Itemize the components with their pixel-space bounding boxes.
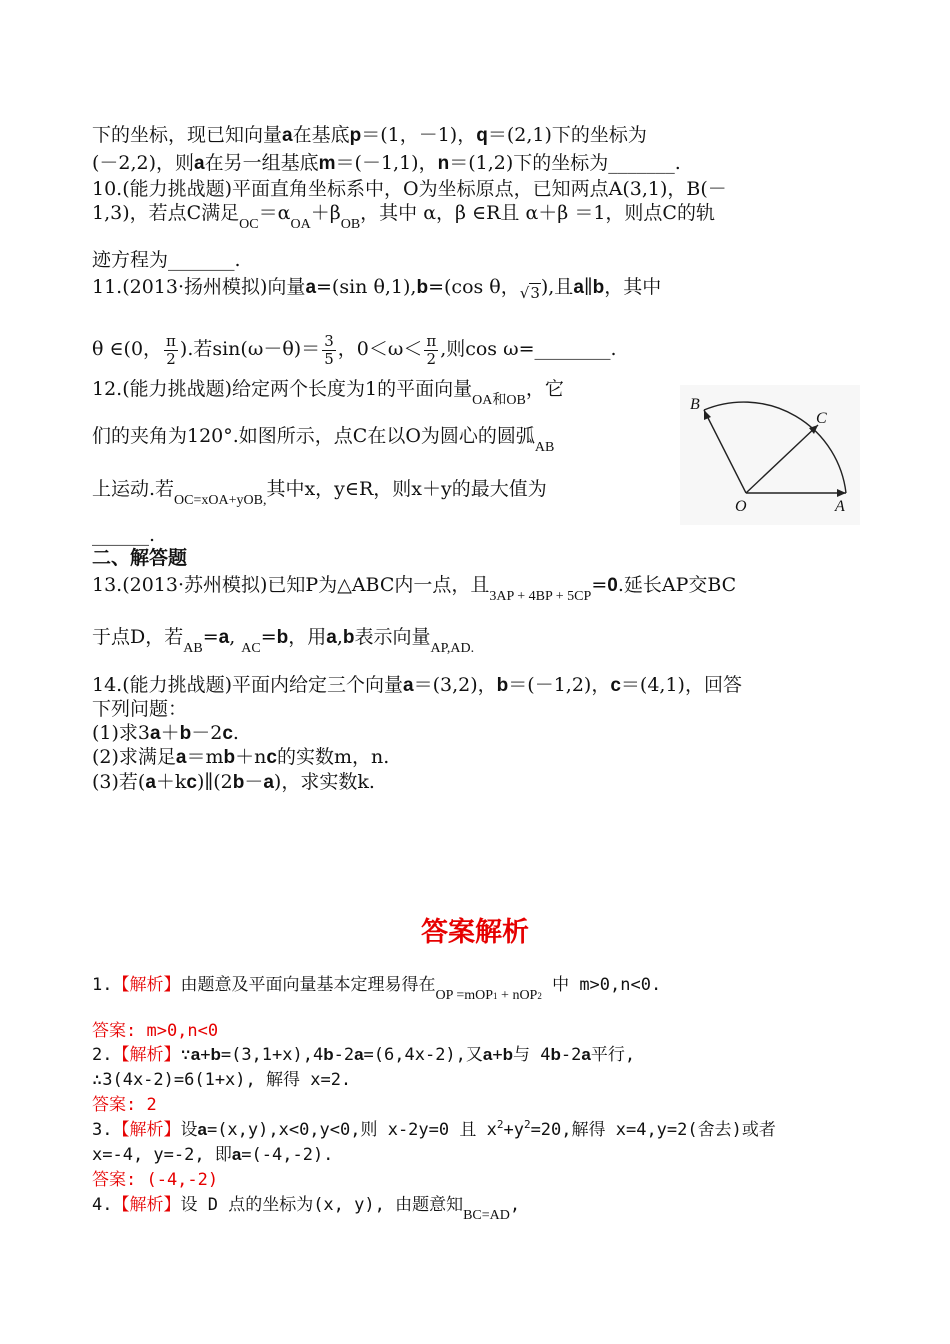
vector-c: c (610, 675, 621, 696)
text: ＋n (235, 746, 267, 768)
numerator: 3 (324, 331, 334, 350)
text: 中 m>0,n<0. (541, 975, 662, 995)
question-13 (92, 573, 737, 604)
vector-b: b (416, 277, 429, 298)
zero-vector: 0 (607, 575, 618, 596)
text: (1)求3 (92, 722, 151, 744)
vector-b: b (592, 277, 605, 298)
denominator: 2 (426, 349, 437, 368)
text-line (92, 151, 681, 176)
text: ＝m (186, 746, 224, 768)
text: + (492, 1045, 503, 1065)
label-O: O (735, 498, 747, 515)
text: 由题意及平面向量基本定理易得在 (180, 975, 436, 995)
text: =(sin θ,1), (316, 276, 417, 298)
text: = (202, 626, 219, 648)
section-heading: 二、解答题 (92, 547, 188, 569)
fraction-pi-over-2 (164, 333, 178, 368)
numerator: π (426, 331, 437, 350)
vector-a: a (573, 277, 584, 298)
text: = (591, 574, 608, 596)
answer-1-result: 答案: m>0,n<0 (92, 1021, 219, 1041)
question-11-line2 (92, 330, 617, 368)
question-10 (92, 177, 727, 201)
text: 4. (92, 1195, 113, 1215)
vector-b: b (276, 627, 289, 648)
text: ＝(1，－1)， (361, 124, 477, 146)
text: 1. (92, 975, 113, 995)
fraction-three-fifths (322, 333, 336, 368)
vector-a: a (197, 1120, 207, 1139)
denominator: 5 (324, 349, 334, 368)
text: = (260, 626, 277, 648)
vector-c: c (222, 723, 233, 744)
text: ______. (92, 524, 156, 546)
analysis-tag: 【解析】 (112, 1120, 181, 1140)
text: 11.(2013·扬州模拟)向量 (92, 276, 306, 298)
text: 12.(能力挑战题)给定两个长度为1的平面向量 (92, 378, 473, 400)
text: ＝(2,1)下的坐标为 (487, 124, 647, 146)
label-A: A (835, 498, 845, 515)
analysis-tag: 【解析】 (112, 975, 181, 995)
answer-2 (92, 1043, 635, 1067)
vector-b: b (496, 675, 509, 696)
arc-figure (680, 385, 860, 525)
vector-a: a (326, 627, 337, 648)
vector-b: b (179, 723, 192, 744)
text: 与 4 (513, 1045, 551, 1065)
text: 迹方程为_______. (92, 249, 241, 271)
vector-c: c (266, 747, 277, 768)
sqrt-3: √3 (519, 284, 540, 302)
question-11 (92, 275, 661, 300)
text: ＋ (160, 722, 180, 744)
text: =(3,1+x),4 (220, 1045, 324, 1065)
analysis-tag: 【解析】 (112, 1195, 181, 1215)
vector-q: q (476, 125, 488, 146)
text: 设 D 点的坐标为(x, y), 由题意知 (180, 1195, 464, 1215)
vector-formula (435, 988, 541, 1003)
text: ，其中 α，β ∈R且 α＋β ＝1，则点C的轨 (360, 202, 715, 224)
answer-4 (92, 1193, 521, 1223)
vector-a: a (190, 1045, 201, 1064)
text: ＋k (155, 771, 187, 793)
vector-a: a (354, 1045, 364, 1064)
vector-OB: OB (340, 217, 361, 232)
vector-OA: OA (290, 217, 311, 232)
vector-b: b (342, 627, 355, 648)
vector-b: b (232, 772, 245, 793)
denominator: 2 (166, 349, 176, 368)
vector-b: b (502, 1045, 514, 1064)
question-12-line2 (92, 424, 555, 455)
text: 于点D，若 (92, 626, 184, 648)
formula-part: + nOP (497, 988, 538, 1003)
vector-a: a (403, 675, 414, 696)
text: + (200, 1045, 211, 1065)
text: 1,3)，若点C满足 (92, 202, 240, 224)
text: ＝(3,2)， (413, 674, 497, 696)
text: -2 (333, 1045, 355, 1065)
label-B: B (690, 396, 700, 413)
vector-AC: AC (241, 641, 261, 656)
superscript: 2 (496, 1118, 504, 1131)
answer-2-line2: ∴3(4x-2)=6(1+x), 解得 x=2. (92, 1070, 352, 1090)
fraction-pi-over-2 (424, 333, 438, 368)
text: )∥(2 (197, 771, 233, 793)
answer-3-line2 (92, 1143, 333, 1167)
vector-m: m (318, 153, 336, 174)
text: =20,解得 x=4,y=2(舍去)或者 (530, 1120, 776, 1140)
text: ，用 (288, 626, 327, 648)
superscript: 2 (523, 1118, 531, 1131)
vector-OC: OC (239, 217, 259, 232)
numerator: π (166, 331, 176, 350)
question-10-line2 (92, 201, 715, 232)
text: 在另一组基底 (204, 152, 319, 174)
text: =(6,4x-2),又 (363, 1045, 483, 1065)
vector-a: a (482, 1045, 493, 1064)
text: , (229, 626, 236, 648)
text: ＝α (258, 202, 291, 224)
text: .延长AP交BC (617, 574, 737, 596)
text: 们的夹角为120°.如图所示，点C在以O为圆心的圆弧 (92, 425, 535, 447)
vector-a: a (145, 772, 156, 793)
text: 13.(2013·苏州模拟)已知P为△ABC内一点，且 (92, 574, 490, 596)
text: 2. (92, 1045, 113, 1065)
text: -2 (560, 1045, 582, 1065)
text: ＝(－1,1)， (335, 152, 438, 174)
text: ∵ (180, 1045, 191, 1065)
subscript: 2 (537, 991, 542, 1001)
text: 设 (180, 1120, 198, 1140)
vector-equation: OC=xOA+yOB, (174, 493, 267, 508)
answer-1 (92, 973, 662, 1003)
vector-a: a (218, 627, 230, 648)
text: 3. (92, 1120, 113, 1140)
text: (3)若( (92, 771, 146, 793)
text: x=-4, y=-2, 即 (92, 1145, 232, 1165)
arc-AB: AB (534, 440, 555, 455)
text: 在基底 (292, 124, 350, 146)
question-14-part2 (92, 745, 389, 770)
question-12 (92, 377, 564, 408)
text: 平行, (590, 1045, 636, 1065)
text: ∥ (583, 276, 593, 298)
answer-3 (92, 1118, 776, 1144)
answers-title: 答案解析 (421, 917, 529, 948)
text: , (509, 1195, 521, 1215)
text: (－2,2)，则 (92, 152, 195, 174)
vector-a: a (231, 1145, 242, 1164)
text: 其中x，y∈R，则x＋y的最大值为 (266, 478, 547, 500)
vector-a: a (194, 153, 205, 174)
text: ＝(－1,2)， (508, 674, 611, 696)
text: (2)求满足 (92, 746, 176, 768)
question-14-part3 (92, 770, 375, 795)
vector-a: a (263, 772, 274, 793)
answer-3-result: 答案: (-4,-2) (92, 1170, 219, 1190)
vector-a: a (581, 1045, 591, 1064)
text: ).若sin(ω－θ)＝ (179, 338, 321, 360)
text: =(cos θ， (428, 276, 520, 298)
text: θ ∈(0， (92, 338, 163, 360)
question-14-line2 (92, 697, 187, 721)
answer-2-result: 答案: 2 (92, 1095, 157, 1115)
text: －2 (191, 722, 223, 744)
question-13-line2 (92, 625, 475, 656)
vector-equation: BC=AD (463, 1208, 510, 1223)
vector-a: a (305, 277, 317, 298)
text: ，它 (525, 378, 564, 400)
text: 上运动.若 (92, 478, 175, 500)
text: +y (503, 1120, 524, 1140)
vector-expression: 3AP + 4BP + 5CP (489, 589, 592, 604)
text: ),且 (540, 276, 574, 298)
question-12-line4 (92, 523, 155, 547)
question-12-line3 (92, 477, 547, 508)
analysis-tag: 【解析】 (112, 1045, 181, 1065)
text: 下的坐标，现已知向量 (92, 124, 283, 146)
radicand: 3 (530, 284, 540, 302)
vector-p: p (349, 125, 362, 146)
vector-b: b (223, 747, 236, 768)
text: 下列问题： (92, 698, 188, 720)
text: =(-4,-2). (241, 1145, 334, 1165)
vector-b: b (210, 1045, 221, 1064)
vector-a: a (150, 723, 161, 744)
question-14-part1 (92, 721, 239, 746)
vectors-OA-OB: OA和OB (472, 393, 526, 408)
vector-b: b (550, 1045, 561, 1064)
vector-c: c (186, 772, 197, 793)
text: 14.(能力挑战题)平面内给定三个向量 (92, 674, 404, 696)
text: ＝(4,1)，回答 (620, 674, 742, 696)
text: 的实数m，n. (276, 746, 390, 768)
question-14 (92, 673, 742, 698)
text-line (92, 123, 647, 148)
text: . (232, 722, 239, 744)
text: ＝(1,2)下的坐标为_______. (449, 152, 681, 174)
vectors-AP-AD: AP,AD. (430, 641, 475, 656)
text: ,则cos ω=________. (440, 338, 617, 360)
text: ，其中 (604, 276, 662, 298)
formula-part: OP =mOP (435, 988, 494, 1003)
text: － (244, 771, 264, 793)
question-10-line3 (92, 248, 241, 272)
text: , (336, 626, 343, 648)
label-C: C (816, 410, 827, 427)
vector-a: a (282, 125, 293, 146)
text: ，0＜ω＜ (337, 338, 423, 360)
text: )，求实数k. (273, 771, 375, 793)
subscript: 1 (493, 991, 498, 1001)
text: =(x,y),x<0,y<0,则 x-2y=0 且 x (206, 1120, 497, 1140)
text: 表示向量 (354, 626, 431, 648)
text: 10.(能力挑战题)平面直角坐标系中，O为坐标原点，已知两点A(3,1)，B(－ (92, 178, 727, 200)
vector-a: a (175, 747, 187, 768)
vector-b: b (323, 1045, 334, 1064)
text: ＋β (310, 202, 341, 224)
vector-AB: AB (183, 641, 203, 656)
vector-n: n (437, 153, 450, 174)
